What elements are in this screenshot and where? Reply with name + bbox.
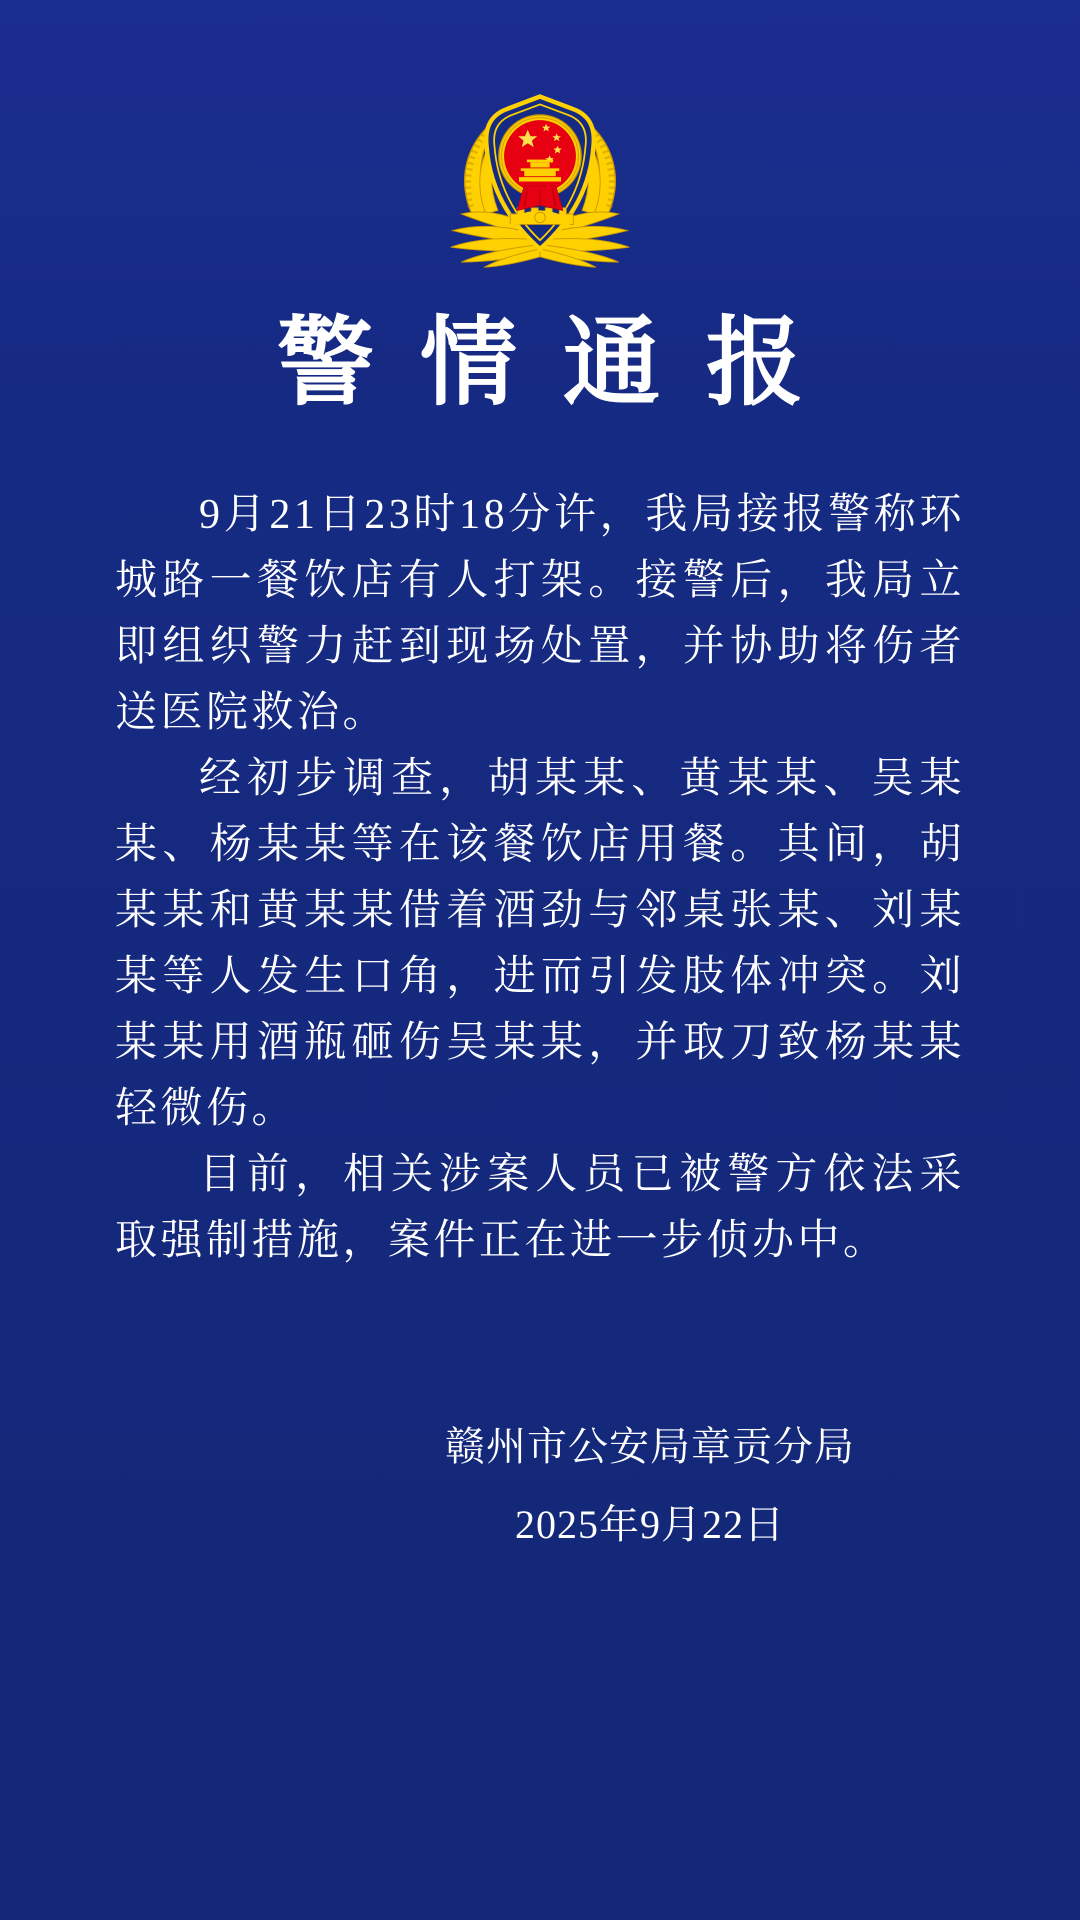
notice-body — [115, 482, 965, 1274]
page-title: 警情通报 — [277, 310, 849, 417]
notice-paragraph-3: 目前，相关涉案人员已被警方依法采取强制措施，案件正在进一步侦办中。 — [115, 1151, 965, 1264]
notice-paragraph-1: 9月21日23时18分许，我局接报警称环城路一餐饮店有人打架。接警后，我局立即组织警力赶到现场处置，并协助将伤者送医院救治。 — [115, 491, 965, 736]
police-badge-icon — [440, 86, 640, 270]
notice-footer — [445, 1424, 855, 1548]
issue-date: 2025年9月22日 — [515, 1501, 785, 1547]
issuer-signature: 赣州市公安局章贡分局 — [445, 1423, 855, 1469]
notice-paragraph-2: 经初步调查，胡某某、黄某某、吴某某、杨某某等在该餐饮店用餐。其间，胡某某和黄某某借着酒劲与邻桌张某、刘某某等人发生口角，进而引发肢体冲突。刘某某用酒瓶砸伤吴某某，并取刀致杨某某轻微伤。 — [115, 755, 965, 1132]
emblem-container — [0, 0, 1080, 270]
